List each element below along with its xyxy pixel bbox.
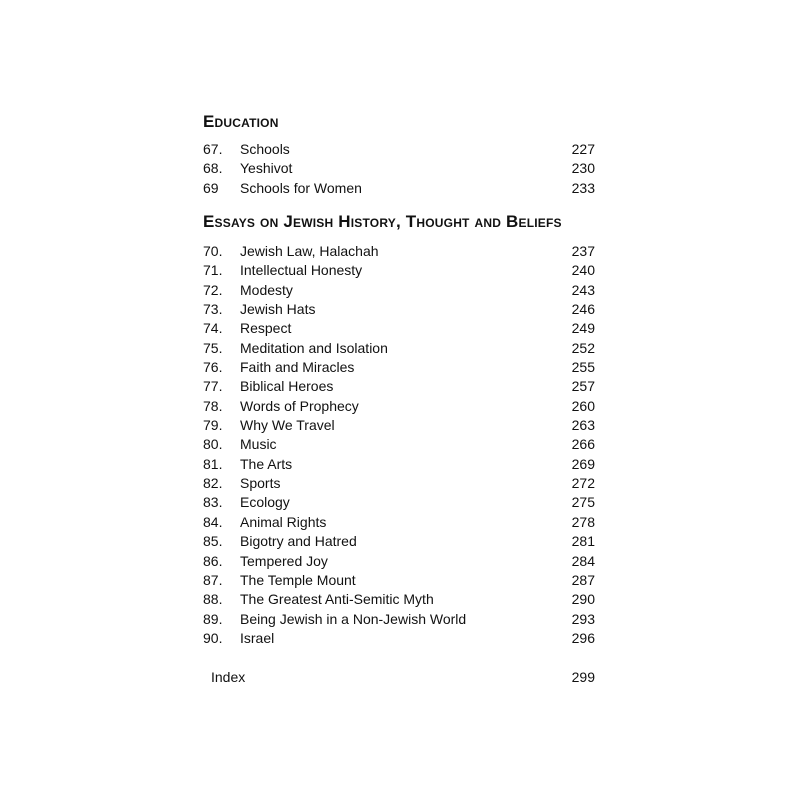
entry-page-number: 278 [571,513,595,530]
entry-number: 88. [203,591,223,608]
entry-title: Biblical Heroes [240,378,334,395]
entry-number: 75. [203,339,223,356]
toc-entry[interactable] [203,416,595,435]
toc-entry[interactable] [203,532,595,551]
entry-title: Sports [240,475,281,492]
toc-entry[interactable] [203,242,595,261]
toc-entry[interactable] [203,455,595,474]
entry-number: 76. [203,359,223,376]
entry-page-number: 260 [571,397,595,414]
entry-title: Animal Rights [240,513,327,530]
toc-entry[interactable] [203,159,595,178]
entry-number: 85. [203,533,223,550]
toc-entry[interactable] [203,610,595,629]
entry-number: 89. [203,610,223,627]
toc-entry[interactable] [203,552,595,571]
entry-title: Tempered Joy [240,552,328,569]
entry-page-number: 230 [571,160,595,177]
entry-title: Words of Prophecy [240,397,359,414]
entry-page-number: 263 [571,417,595,434]
toc-entry[interactable] [203,493,595,512]
entry-number: 90. [203,629,223,646]
entry-page-number: 281 [571,533,595,550]
entry-number: 83. [203,494,223,511]
toc-entry[interactable] [203,339,595,358]
entry-title: Schools [240,141,290,157]
entry-number: 68. [203,160,223,177]
toc-entry[interactable] [203,590,595,609]
entry-title: Meditation and Isolation [240,339,388,356]
entry-number: 69 [203,179,219,196]
entry-number: 81. [203,455,223,472]
entry-page-number: 227 [571,141,595,157]
entry-title: Ecology [240,494,290,511]
toc-entry[interactable] [203,300,595,319]
entry-number: 74. [203,320,223,337]
entry-page-number: 299 [571,669,595,685]
entry-number: 72. [203,281,223,298]
entry-title: Bigotry and Hatred [240,533,357,550]
toc-entry[interactable] [203,377,595,396]
entry-number: 79. [203,417,223,434]
entry-title: Music [240,436,277,453]
entry-number: 87. [203,571,223,588]
entry-title: Schools for Women [240,179,362,196]
index-entry[interactable] [211,668,595,687]
entry-page-number: 252 [571,339,595,356]
entry-title: Israel [240,629,275,646]
toc-entry[interactable] [203,281,595,300]
entry-page-number: 233 [571,179,595,196]
entry-title: Jewish Law, Halachah [240,243,379,259]
entry-page-number: 266 [571,436,595,453]
toc-entry[interactable] [203,397,595,416]
entry-page-number: 249 [571,320,595,337]
entry-list-education [203,140,595,198]
toc-entry[interactable] [203,261,595,280]
entry-title: Yeshivot [240,160,293,177]
entry-page-number: 257 [571,378,595,395]
toc-entry[interactable] [203,319,595,338]
entry-title: Being Jewish in a Non-Jewish World [240,610,467,627]
entry-number: 77. [203,378,223,395]
entry-title: Why We Travel [240,417,335,434]
entry-title: The Greatest Anti-Semitic Myth [240,591,434,608]
entry-page-number: 272 [571,475,595,492]
entry-page-number: 275 [571,494,595,511]
entry-number: 73. [203,301,223,318]
section-heading-essays: Essays on Jewish History, Thought and Beliefs [203,212,562,231]
entry-list-essays [203,242,595,648]
entry-number: 71. [203,262,223,279]
entry-title: Intellectual Honesty [240,262,363,279]
entry-page-number: 237 [571,243,595,259]
entry-page-number: 290 [571,591,595,608]
entry-page-number: 269 [571,455,595,472]
entry-number: 84. [203,513,223,530]
entry-page-number: 240 [571,262,595,279]
toc-entry[interactable] [203,571,595,590]
entry-page-number: 287 [571,571,595,588]
entry-number: 67. [203,141,223,157]
section-heading-education: Education [203,112,279,131]
entry-title: Index [211,669,246,685]
entry-number: 82. [203,475,223,492]
entry-title: Jewish Hats [240,301,316,318]
entry-page-number: 296 [571,629,595,646]
toc-entry[interactable] [203,513,595,532]
toc-entry[interactable] [203,179,595,198]
entry-title: The Arts [240,455,293,472]
toc-entry[interactable] [203,474,595,493]
entry-page-number: 284 [571,552,595,569]
toc-entry[interactable] [203,140,595,159]
entry-page-number: 243 [571,281,595,298]
entry-number: 86. [203,552,223,569]
entry-title: Faith and Miracles [240,359,355,376]
entry-page-number: 255 [571,359,595,376]
entry-title: Modesty [240,281,293,298]
entry-number: 70. [203,243,223,259]
toc-entry[interactable] [203,358,595,377]
entry-page-number: 246 [571,301,595,318]
toc-entry[interactable] [203,629,595,648]
entry-page-number: 293 [571,610,595,627]
entry-title: The Temple Mount [240,571,356,588]
entry-number: 80. [203,436,223,453]
toc-entry[interactable] [203,435,595,454]
entry-title: Respect [240,320,292,337]
entry-number: 78. [203,397,223,414]
